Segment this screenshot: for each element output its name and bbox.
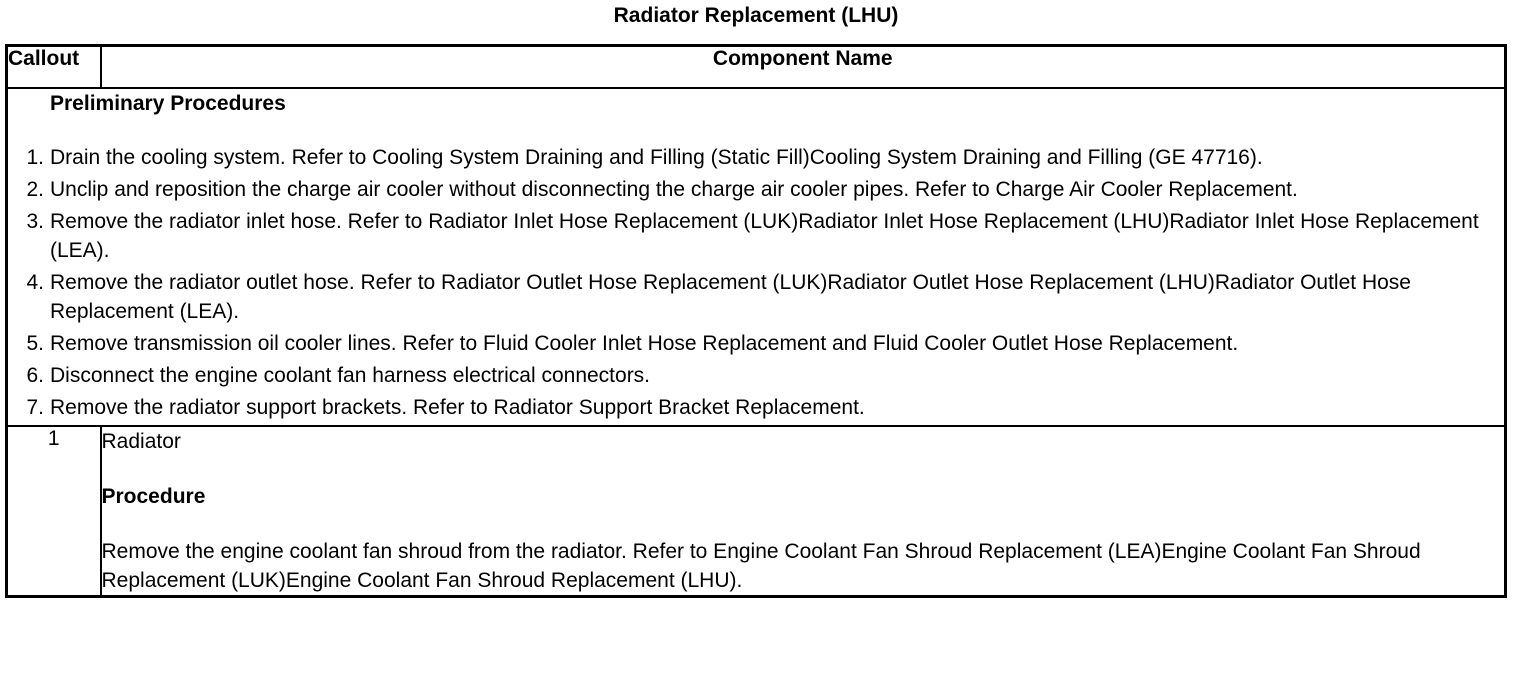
- preliminary-steps-list: [8, 143, 1504, 422]
- list-item: [8, 143, 1504, 172]
- step-text: Unclip and reposition the charge air cooler without disconnecting the charge air cooler pipes. Refer to Charge Air Cooler Replacement.: [50, 178, 1298, 201]
- component-name: Radiator: [101, 430, 181, 453]
- component-cell: [101, 426, 1506, 597]
- list-item: [8, 175, 1504, 204]
- list-item: [8, 393, 1504, 422]
- list-item: [8, 329, 1504, 358]
- table-row: [7, 426, 1506, 597]
- step-number: 4.: [26, 271, 44, 294]
- list-item: [8, 207, 1504, 265]
- list-item: [8, 361, 1504, 390]
- table-header-row: [7, 46, 1506, 89]
- procedure-heading: Procedure: [101, 485, 206, 508]
- step-number: 7.: [26, 396, 44, 419]
- procedure-table: [5, 44, 1507, 598]
- step-text: Disconnect the engine coolant fan harness electrical connectors.: [50, 364, 651, 387]
- step-text: Drain the cooling system. Refer to Cooling System Draining and Filling (Static Fill)Cooling System Draining and Filling (GE 47716).: [50, 146, 1263, 169]
- page-title: Radiator Replacement (LHU): [613, 4, 899, 27]
- step-text: Remove the radiator outlet hose. Refer to Radiator Outlet Hose Replacement (LUK)Radiator Outlet Hose Replacement (LHU)Radiator Outlet Hose Replacement (LEA).: [50, 271, 1411, 323]
- step-number: 3.: [26, 210, 44, 233]
- step-number: 5.: [26, 332, 44, 355]
- step-number: 2.: [26, 178, 44, 201]
- callout-column-header: Callout: [7, 46, 101, 89]
- step-text: Remove the radiator support brackets. Refer to Radiator Support Bracket Replacement.: [50, 396, 865, 419]
- procedure-text: Remove the engine coolant fan shroud from the radiator. Refer to Engine Coolant Fan Shroud Replacement (LEA)Engine Coolant Fan Shroud Replacement (LUK)Engine Coolant Fan Shroud Replacement (LHU).: [101, 540, 1421, 592]
- step-number: 1.: [26, 146, 44, 169]
- preliminary-procedures-row: [7, 88, 1506, 426]
- preliminary-procedures-cell: [7, 88, 1506, 426]
- list-item: [8, 268, 1504, 326]
- component-name-column-header: Component Name: [101, 46, 1506, 89]
- callout-number: 1: [7, 426, 101, 597]
- step-text: Remove transmission oil cooler lines. Refer to Fluid Cooler Inlet Hose Replacement and Fluid Cooler Outlet Hose Replacement.: [50, 332, 1239, 355]
- preliminary-procedures-heading: Preliminary Procedures: [50, 92, 286, 115]
- step-text: Remove the radiator inlet hose. Refer to Radiator Inlet Hose Replacement (LUK)Radiator Inlet Hose Replacement (LHU)Radiator Inlet Hose Replacement (LEA).: [50, 210, 1479, 262]
- step-number: 6.: [26, 364, 44, 387]
